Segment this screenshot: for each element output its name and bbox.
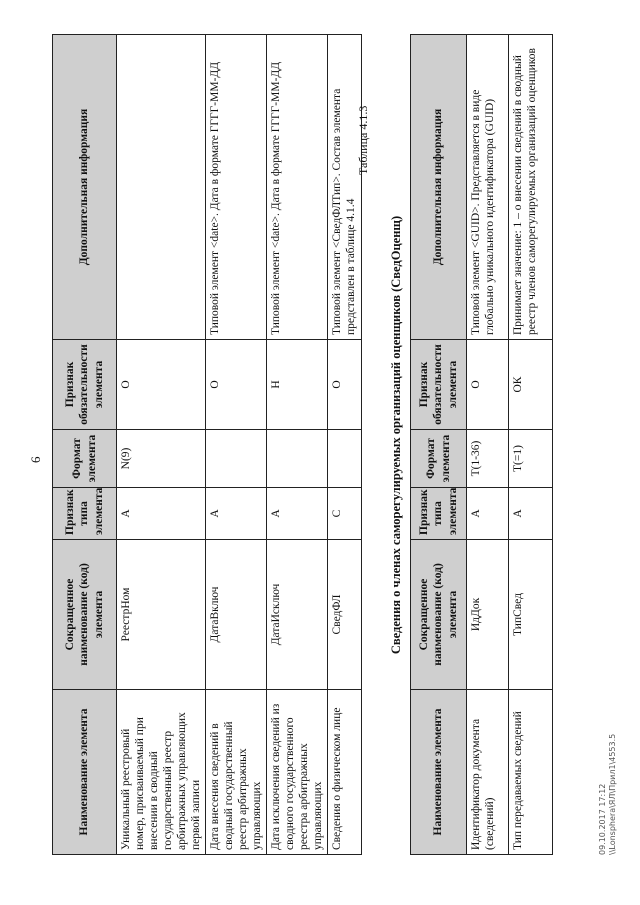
cell-required: О — [328, 340, 362, 430]
cell-info — [117, 35, 206, 340]
cell-type: А — [206, 488, 267, 540]
cell-name: Дата исключения сведений из сводного государственного реестра арбитражных управляющих — [267, 690, 328, 855]
stamp-path: \\Lonsphera\ЯЛ\Прил1\4553.5 — [608, 733, 617, 855]
cell-name: Дата внесения сведений в сводный государственный реестр арбитражных управляющих — [206, 690, 267, 855]
cell-format: N(9) — [117, 430, 206, 488]
cell-info: Типовой элемент <date>. Дата в формате ГГГГ-ММ-ДД — [267, 35, 328, 340]
cell-info: Типовой элемент <GUID>. Представляется в виде глобально уникального идентификатора (GUID) — [467, 35, 509, 340]
cell-format — [206, 430, 267, 488]
cell-code: ДатаИсключ — [267, 540, 328, 690]
col-header-name: Наименование элемента — [411, 690, 467, 855]
cell-required: Н — [267, 340, 328, 430]
table-row — [267, 35, 328, 855]
col-header-name: Наименование элемента — [53, 690, 117, 855]
col-header-info: Дополнительная информация — [411, 35, 467, 340]
cell-type: С — [328, 488, 362, 540]
table-caption: Сведения о членах саморегулируемых организаций оценщиков (СведОценщ) — [389, 215, 403, 655]
cell-type: А — [509, 488, 553, 540]
cell-format — [328, 430, 362, 488]
print-stamp — [598, 734, 618, 855]
cell-code: ИдДок — [467, 540, 509, 690]
table-row — [206, 35, 267, 855]
table-number-label: Таблица 4.1.3 — [356, 105, 370, 175]
cell-name: Идентификатор документа (сведений) — [467, 690, 509, 855]
col-header-code: Сокращенное наименование (код) элемента — [411, 540, 467, 690]
table-row — [467, 35, 509, 855]
cell-required: ОК — [509, 340, 553, 430]
cell-name: Тип передаваемых сведений — [509, 690, 553, 855]
cell-format — [267, 430, 328, 488]
cell-name: Уникальный реестровый номер, присваиваемый при внесении в сводный государственный реестр арбитражных управляющих первой записи — [117, 690, 206, 855]
cell-type: А — [467, 488, 509, 540]
stamp-date: 09.10.2017 17:12 — [598, 783, 607, 855]
page-number: 6 — [28, 456, 43, 463]
cell-code: СведФЛ — [328, 540, 362, 690]
col-header-required: Признак обязательности элемента — [411, 340, 467, 430]
cell-required: О — [117, 340, 206, 430]
cell-info: Типовой элемент <date>. Дата в формате ГГГГ-ММ-ДД — [206, 35, 267, 340]
table-row — [117, 35, 206, 855]
cell-name: Сведения о физическом лице — [328, 690, 362, 855]
col-header-code: Сокращенное наименование (код) элемента — [53, 540, 117, 690]
cell-code: ДатаВключ — [206, 540, 267, 690]
cell-code: ТипСвед — [509, 540, 553, 690]
cell-format: T(1-36) — [467, 430, 509, 488]
col-header-info: Дополнительная информация — [53, 35, 117, 340]
cell-info: Принимает значение: 1 – о внесении сведений в сводный реестр членов саморегулируемых организаций оценщиков — [509, 35, 553, 340]
cell-info: Типовой элемент <СведФЛТип>. Состав элемента представлен в таблице 4.1.4 — [328, 35, 362, 340]
col-header-format: Формат элемента — [53, 430, 117, 488]
col-header-format: Формат элемента — [411, 430, 467, 488]
elements-table-1 — [52, 34, 362, 855]
table-header-row — [53, 35, 117, 855]
col-header-type: Признак типа элемента — [53, 488, 117, 540]
table-row — [509, 35, 553, 855]
cell-code: РеестрНом — [117, 540, 206, 690]
cell-required: О — [467, 340, 509, 430]
table-header-row — [411, 35, 467, 855]
cell-required: О — [206, 340, 267, 430]
cell-type: А — [117, 488, 206, 540]
cell-format: T(=1) — [509, 430, 553, 488]
elements-table-2 — [410, 34, 553, 855]
cell-type: А — [267, 488, 328, 540]
col-header-required: Признак обязательности элемента — [53, 340, 117, 430]
col-header-type: Признак типа элемента — [411, 488, 467, 540]
